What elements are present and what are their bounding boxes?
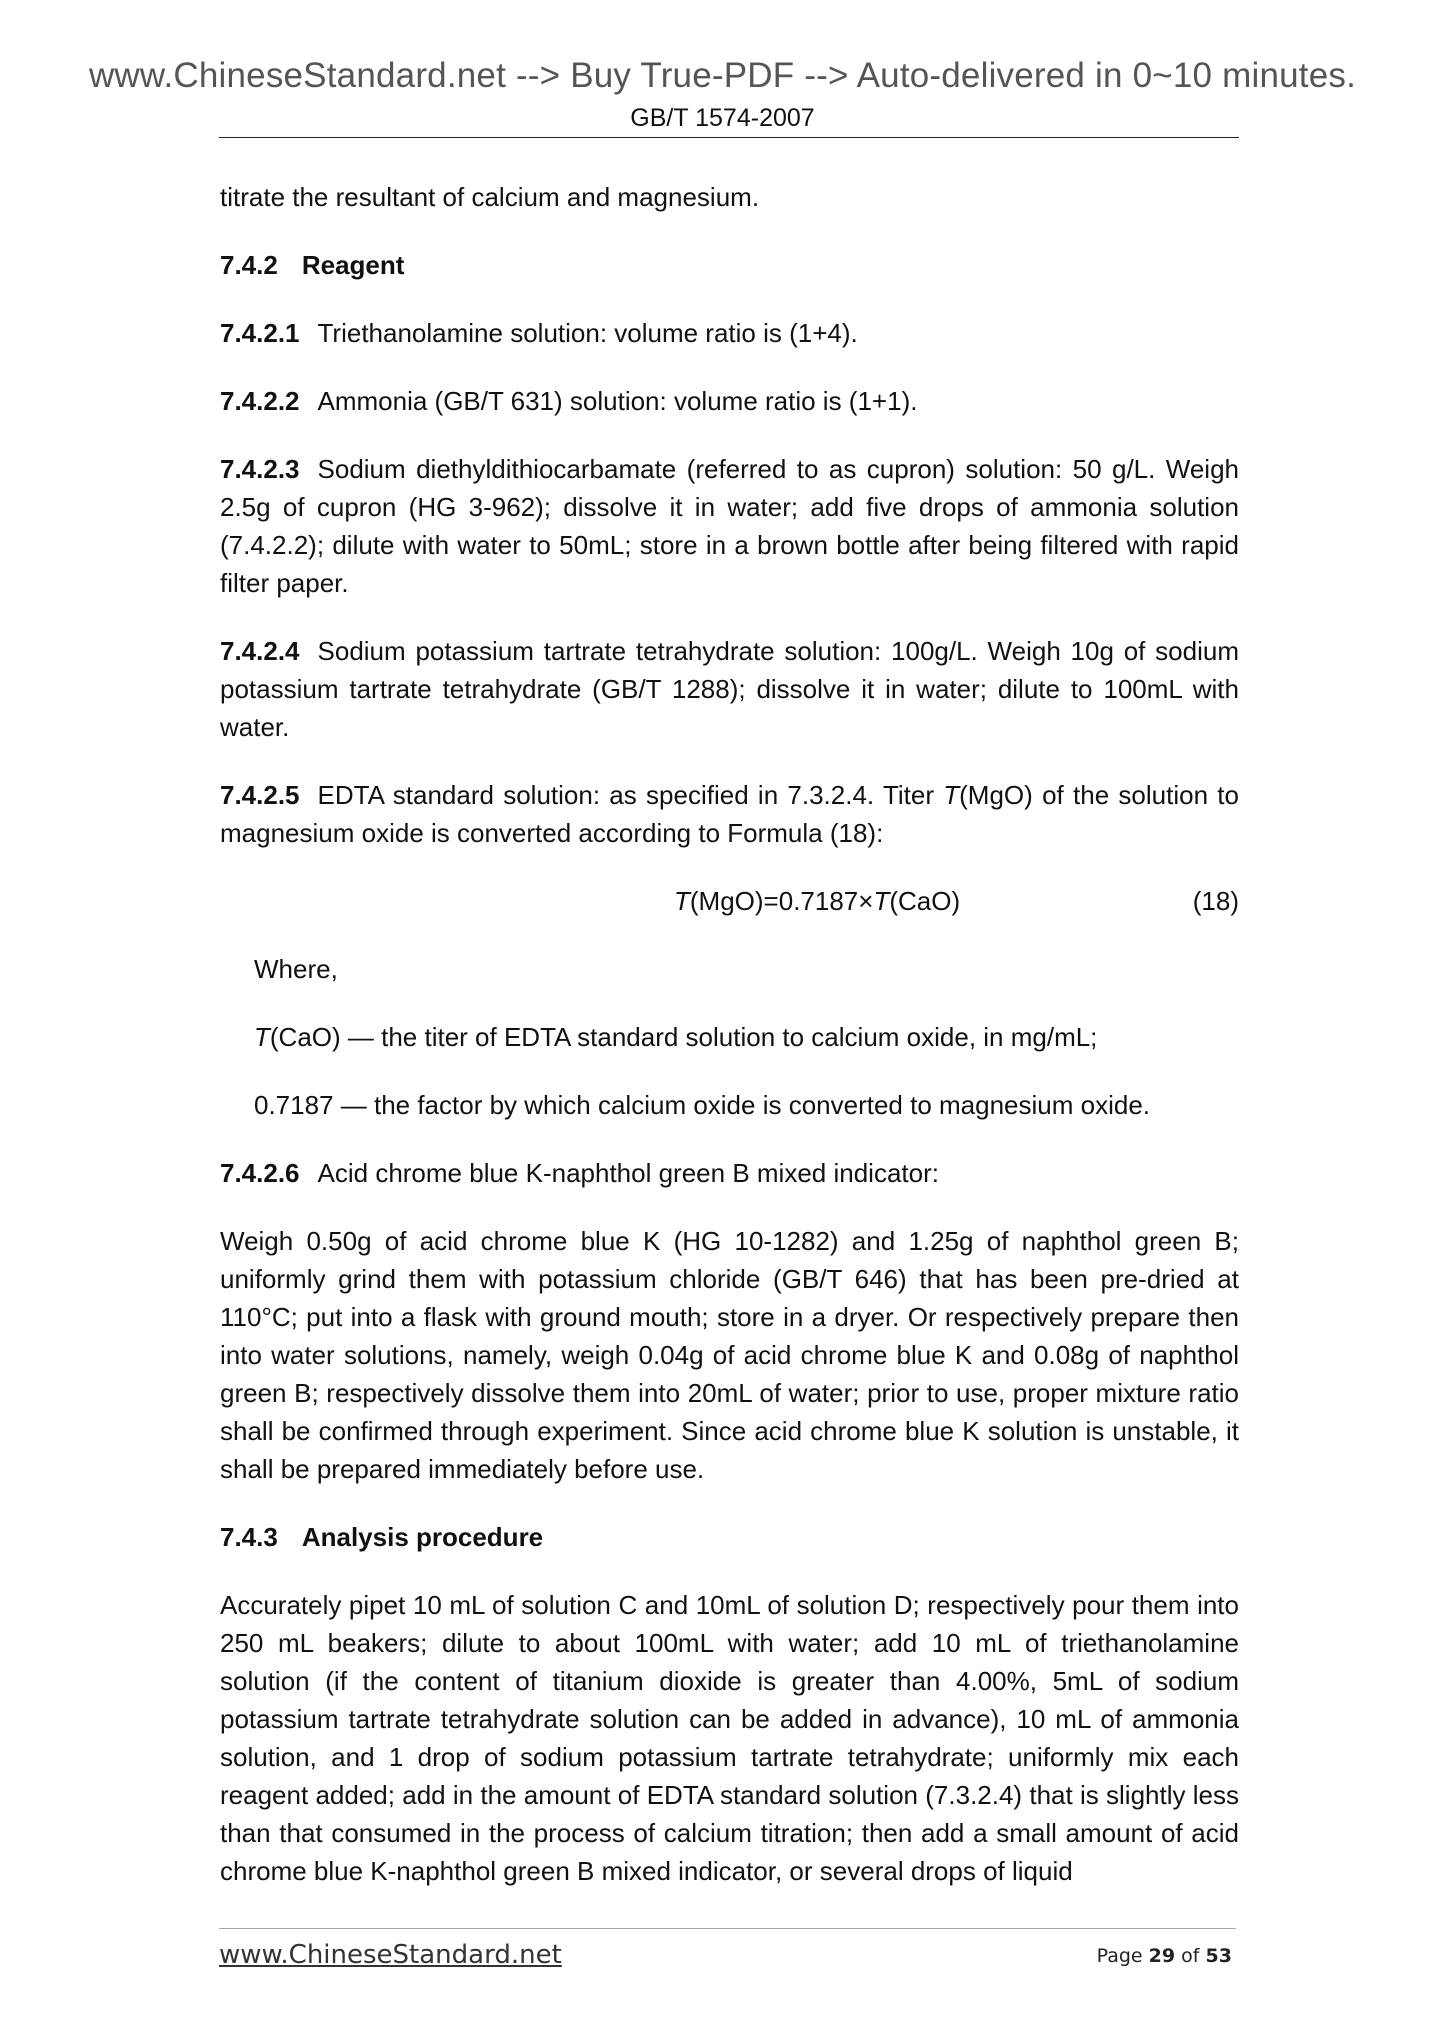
document-body xyxy=(220,178,1239,1920)
clause-7-4-2-6 xyxy=(220,1154,1239,1192)
header-rule xyxy=(219,137,1239,138)
footer-site-link[interactable]: www.ChineseStandard.net xyxy=(219,1940,562,1970)
formula-symbol-t: T xyxy=(873,886,890,916)
section-title: Analysis procedure xyxy=(301,1522,544,1552)
procedure-paragraph: Accurately pipet 10 mL of solution C and 10mL of solution D; respectively pour them into 250 mL beakers; dilute to about 100mL with water; add 10 mL of triethanolamine solution (if the content of titanium dioxide is greater than 4.00%, 5mL of sodium potassium tartrate tetrahydrate solution can be added in advance), 10 mL of ammonia solution, and 1 drop of sodium potassium tartrate tetrahydrate; uniformly mix each reagent added; add in the amount of EDTA standard solution (7.3.2.4) that is slightly less than that consumed in the process of calcium titration; then add a small amount of acid chrome blue K-naphthol green B mixed indicator, or several drops of liquid xyxy=(220,1590,1239,1886)
clause-number: 7.4.2.6 xyxy=(220,1158,300,1188)
titer-symbol: T xyxy=(254,1022,270,1052)
formula-number: (18) xyxy=(1192,886,1239,916)
where-label: Where, xyxy=(254,954,338,984)
section-heading-7-4-2 xyxy=(220,246,1239,284)
clause-number: 7.4.2.4 xyxy=(220,636,300,666)
page-word: Page xyxy=(1096,1945,1143,1967)
clause-7-4-2-5 xyxy=(220,776,1239,852)
section-number: 7.4.3 xyxy=(220,1522,278,1552)
definition-factor: 0.7187 — the factor by which calcium oxide is converted to magnesium oxide. xyxy=(254,1090,1151,1120)
clause-7-4-2-1 xyxy=(220,314,1239,352)
clause-number: 7.4.2.2 xyxy=(220,386,300,416)
formula-symbol-t: T xyxy=(674,886,690,916)
definition-text: (CaO) — the titer of EDTA standard solution to calcium oxide, in mg/mL; xyxy=(269,1022,1098,1052)
page-indicator xyxy=(1097,1945,1232,1967)
clause-text: Triethanolamine solution: volume ratio is (1+4). xyxy=(317,318,858,348)
clause-number: 7.4.2.3 xyxy=(220,454,300,484)
formula-expression xyxy=(674,882,960,920)
standard-code: GB/T 1574-2007 xyxy=(630,104,815,132)
section-number: 7.4.2 xyxy=(220,250,278,280)
clause-7-4-2-4 xyxy=(220,632,1239,746)
page-current: 29 xyxy=(1148,1945,1176,1967)
page-banner: www.ChineseStandard.net --> Buy True-PDF --> Auto-delivered in 0~10 minutes. xyxy=(88,56,1357,95)
clause-text-b: (MgO) of the solution to magnesium oxide is converted according to Formula (18): xyxy=(220,780,1239,848)
formula-mid: (MgO)=0.7187× xyxy=(689,886,874,916)
titer-symbol: T xyxy=(943,780,960,810)
clause-7-4-2-3 xyxy=(220,450,1239,602)
clause-text-a: EDTA standard solution: as specified in 7.3.2.4. Titer xyxy=(317,780,944,810)
definition-tcao xyxy=(220,1018,1239,1056)
formula-end: (CaO) xyxy=(889,886,961,916)
page-of: of xyxy=(1181,1945,1200,1967)
footer-rule xyxy=(219,1928,1236,1929)
clause-text: Sodium potassium tartrate tetrahydrate solution: 100g/L. Weigh 10g of sodium potassium tartrate tetrahydrate (GB/T 1288); dissolve it in water; dilute to 100mL with water. xyxy=(220,636,1239,742)
clause-number: 7.4.2.1 xyxy=(220,318,300,348)
clause-7-4-2-2 xyxy=(220,382,1239,420)
clause-text: Acid chrome blue K-naphthol green B mixed indicator: xyxy=(317,1158,939,1188)
formula-18 xyxy=(220,882,1239,920)
section-title: Reagent xyxy=(301,250,405,280)
indicator-paragraph: Weigh 0.50g of acid chrome blue K (HG 10-1282) and 1.25g of naphthol green B; uniformly grind them with potassium chloride (GB/T 646) that has been pre-dried at 110°C; put into a flask with ground mouth; store in a dryer. Or respectively prepare then into water solutions, namely, weigh 0.04g of acid chrome blue K and 0.08g of naphthol green B; respectively dissolve them into 20mL of water; prior to use, proper mixture ratio shall be confirmed through experiment. Since acid chrome blue K solution is unstable, it shall be prepared immediately before use. xyxy=(220,1226,1239,1484)
page-total: 53 xyxy=(1205,1945,1232,1967)
section-heading-7-4-3 xyxy=(220,1518,1239,1556)
clause-number: 7.4.2.5 xyxy=(220,780,300,810)
clause-text: Sodium diethyldithiocarbamate (referred to as cupron) solution: 50 g/L. Weigh 2.5g of cupron (HG 3-962); dissolve it in water; add five drops of ammonia solution (7.4.2.2); dilute with water to 50mL; store in a brown bottle after being filtered with rapid filter paper. xyxy=(220,454,1239,598)
clause-text: Ammonia (GB/T 631) solution: volume ratio is (1+1). xyxy=(317,386,918,416)
intro-paragraph: titrate the resultant of calcium and magnesium. xyxy=(220,182,760,212)
